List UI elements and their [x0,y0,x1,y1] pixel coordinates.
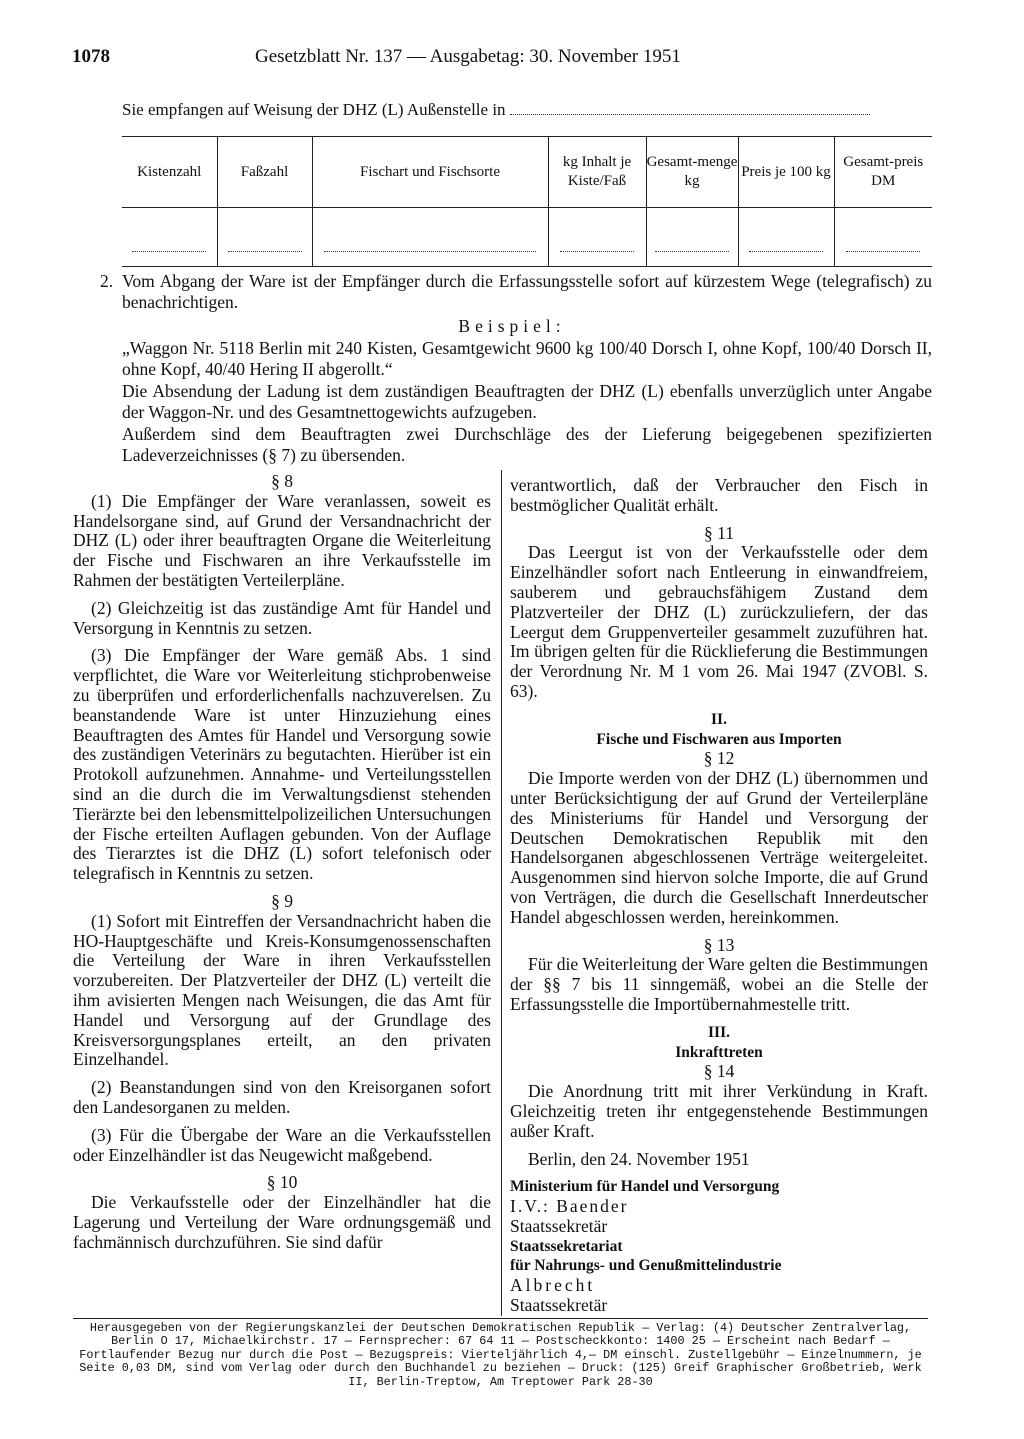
section-11-heading: § 11 [704,522,734,543]
table-cell [738,208,834,267]
section-14-heading: § 14 [703,1061,735,1082]
para-absendung: Die Absendung der Ladung ist dem zuständigen Beauftragten der DHZ (L) ebenfalls unverzüglich unter Angabe der Waggon-Nr. und des Gesamtnettogewichts aufzugeben. [122,381,932,422]
section-9-para-1: (1) Sofort mit Eintreffen der Versandnachricht haben die HO-Hauptgeschäfte und Kreis-Konsumgenossenschaften die Verteilung der Ware in ihren Verkaufsstellen vorzubereiten. Der Platzverteiler der DHZ (L) verteilt die ihm avisierten Mengen nach Weisungen, die das Amt für Handel und Versorgung auf der Grundlage des Kreisversorgungsplanes erteilt, an den privaten Einzelhandel. [73,910,491,1070]
section-8-para-3: (3) Die Empfänger der Ware gemäß Abs. 1 sind verpflichtet, die Ware vor Weiterleitung stichprobenweise zu überprüfen und erforderlichenfalls nachzuverelsen. Zu beanstandende Ware ist unter Hinzuziehung eines Beauftragten des Amtes für Handel und Versorgung sowie des zuständigen Veterinärs zu begutachten. Hierüber ist ein Protokoll aufzunehmen. Annahme- und Verteilungsstellen sind an die durch die im Verwaltungsdienst stehenden Tierärzte bei den lebensmittelpolizeilichen Untersuchungen der Fische erteilten Auflagen gebunden. Von der Auflage des Tierarztes ist die DHZ (L) sofort telefonisch oder telegrafisch in Kenntnis zu setzen. [73,645,491,884]
signature-role-2: Staatssekretär [510,1295,608,1316]
section-14-para-1: Die Anordnung tritt mit ihrer Verkündung in Kraft. Gleichzeitig treten ihr entgegenstehende Bestimmungen außer Kraft. [510,1081,928,1141]
intro-line [122,100,942,120]
page-number: 1078 [72,46,110,67]
footer-rule [73,1318,928,1319]
table-header-row [122,137,932,208]
signature-secretariat-2: für Nahrungs- und Genußmittelindustrie [510,1257,782,1275]
column-divider [501,470,502,1316]
section-13-heading: § 13 [703,934,735,955]
signature-ministry: Ministerium für Handel und Versorgung [510,1178,780,1196]
intro-fill-line [510,114,870,115]
section-8-para-1: (1) Die Empfänger der Ware veranlassen, soweit es Handelsorgane sind, auf Grund der Versandnachricht der DHZ (L) oder ihrer beauftragten Organe die Weiterleitung der Fische und Fischwaren an ihre Verkaufsstelle im Rahmen der bestätigten Verteilerpläne. [73,490,491,590]
left-column [73,472,491,1252]
fish-table [122,136,932,267]
section-12-heading: § 12 [703,748,735,769]
table-cell [646,208,738,267]
table-cell [122,208,217,267]
footer-imprint: Herausgegeben von der Regierungskanzlei der Deutschen Demokratischen Republik — Verlag: (4) Deutscher Zentralverlag, Berlin O 17, Michaelkirchstr. 17 — Fernsprecher: 67 64 11 — Postscheckkonto: 1400 25 — Erscheint nach Bedarf — Fortlaufender Bezug nur durch die Post — Bezugspreis: Vierteljährlich 4,— DM einschl. Zustellgebühr — Einzelnummern, je Seite 0,03 DM, sind vom Verlag oder durch den Buchhandel zu beziehen — Druck: (125) Greif Graphischer Großbetrieb, Werk II, Berlin-Treptow, Am Treptower Park 28-30 [79,1321,922,1389]
col-fischart: Fischart und Fischsorte [312,137,548,208]
part-3-number: III. [708,1023,730,1041]
section-11-para-1: Das Leergut ist von der Verkaufsstelle oder dem Einzelhändler sofort nach Entleerung in einwandfreiem, sauberem und gebrauchsfähigem Zustand dem Platzverteiler der DHZ (L) zurückzuliefern, der das Leergut dem Gruppenverteiler gesammelt zuzuführen hat. Im übrigen gelten für die Rücklieferung die Bestimmungen der Verordnung Nr. M 1 vom 26. Mai 1947 (ZVOBl. S. 63). [510,542,928,701]
section-10-para-1: Die Verkaufsstelle oder der Einzelhändler hat die Lagerung und Verteilung der Ware ordnungsgemäß und fachmännisch durchzuführen. Sie sind dafür [73,1192,491,1252]
place-date: Berlin, den 24. November 1951 [528,1148,750,1169]
signature-secretariat-1: Staatssekretariat [510,1237,623,1255]
item-2-number: 2. [100,271,114,291]
right-column [510,476,928,1316]
continuation-text: verantwortlich, daß der Verbraucher den Fisch in bestmöglicher Qualität erhält. [510,475,928,515]
col-gesamtpreis: Gesamt-preis DM [834,137,932,208]
page-header-title: Gesetzblatt Nr. 137 — Ausgabetag: 30. November 1951 [255,46,681,67]
item-2-text: Vom Abgang der Ware ist der Empfänger durch die Erfassungsstelle sofort auf kürzestem Wege (telegrafisch) zu benachrichtigen. [122,271,932,312]
beispiel-heading: Beispiel: [458,316,566,336]
signature-name-2: Albrecht [510,1275,596,1296]
col-fasszahl: Faßzahl [217,137,312,208]
table-cell [834,208,932,267]
table-cell [548,208,646,267]
section-8-para-2: (2) Gleichzeitig ist das zuständige Amt für Handel und Versorgung in Kenntnis zu setzen. [73,597,491,638]
col-kistenzahl: Kistenzahl [122,137,217,208]
section-9-para-2: (2) Beanstandungen sind von den Kreisorganen sofort den Landesorganen zu melden. [73,1077,491,1117]
section-8-heading: § 8 [271,471,293,491]
signature-role-1: Staatssekretär [510,1215,608,1236]
part-2-number: II. [711,710,727,728]
section-12-para-1: Die Importe werden von der DHZ (L) übernommen und unter Berücksichtigung der auf Grund der Verteilerpläne des Ministeriums für Handel und Versorgung der Deutschen Demokratischen Republik mit den Handelsorganen abgeschlossenen Verträge weitergeleitet. Ausgenommen sind hiervon solche Importe, die auf Grund von Verträgen, die durch die Gesellschaft Innerdeutscher Handel abgeschlossen werden, hereinkommen. [510,768,928,927]
intro-text: Sie empfangen auf Weisung der DHZ (L) Außenstelle in [122,100,506,119]
part-3-title: Inkrafttreten [675,1043,763,1061]
col-kg-inhalt: kg Inhalt je Kiste/Faß [548,137,646,208]
col-gesamtmenge: Gesamt-menge kg [646,137,738,208]
table-row [122,208,932,267]
signature-iv-name: I.V.: Baender [510,1196,629,1217]
table-cell [217,208,312,267]
para-ausserdem: Außerdem sind dem Beauftragten zwei Durchschläge des der Lieferung beigegebenen spezifizierten Ladeverzeichnisses (§ 7) zu übersenden. [122,424,932,465]
beispiel-text: „Waggon Nr. 5118 Berlin mit 240 Kisten, Gesamtgewicht 9600 kg 100/40 Dorsch I, ohne Kopf, 100/40 Dorsch II, ohne Kopf, 40/40 Hering II abgerollt.“ [122,338,932,379]
section-13-para-1: Für die Weiterleitung der Ware gelten die Bestimmungen der §§ 7 bis 11 sinngemäß, wobei an die Stelle der Erfassungsstelle die Importübernahmestelle tritt. [510,954,928,1014]
section-10-heading: § 10 [266,1172,298,1193]
section-9-para-3: (3) Für die Übergabe der Ware an die Verkaufsstellen oder Einzelhändler ist das Neugewicht maßgebend. [73,1124,491,1165]
section-9-heading: § 9 [271,890,293,911]
col-preis: Preis je 100 kg [738,137,834,208]
part-2-title: Fische und Fischwaren aus Importen [596,730,842,748]
table-cell [312,208,548,267]
